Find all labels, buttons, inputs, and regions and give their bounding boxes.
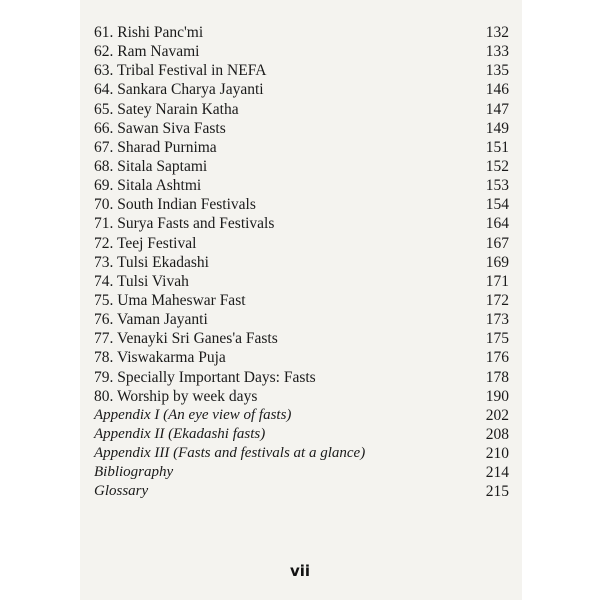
toc-entry-title: Glossary [94,483,149,500]
toc-entry-title: 68. Sitala Saptami [94,157,208,175]
toc-entry-title: Bibliography [94,464,174,481]
toc-entry [94,348,509,367]
toc-entry-page: 151 [485,138,509,156]
toc-entry [94,329,509,348]
toc-bibliography-entry [94,463,509,482]
toc-appendix-entry [94,425,509,444]
table-of-contents [94,23,509,502]
toc-entry-title: 80. Worship by week days [94,387,258,405]
toc-entry-title: 70. South Indian Festivals [94,196,256,214]
toc-entry-title: 67. Sharad Purnima [94,138,217,156]
toc-entry-page: 215 [485,483,509,501]
toc-entry-page: 167 [485,234,509,252]
toc-entry-page: 149 [485,119,509,137]
toc-entry-title: 71. Surya Fasts and Festivals [94,215,275,233]
toc-entry-page: 190 [485,387,509,405]
toc-entry-page: 210 [485,445,509,463]
toc-entry-page: 135 [485,62,509,80]
toc-entry-page: 133 [485,43,509,61]
toc-entry [94,100,509,119]
toc-entry-page: 171 [485,272,509,290]
toc-glossary-entry [94,482,509,501]
toc-entry-page: 153 [485,177,509,195]
toc-entry-title: 64. Sankara Charya Jayanti [94,81,264,99]
toc-entry [94,368,509,387]
toc-entry-title: 73. Tulsi Ekadashi [94,253,209,271]
toc-entry [94,272,509,291]
toc-entry-page: 169 [485,253,509,271]
toc-entry-page: 214 [485,464,509,482]
toc-entry [94,176,509,195]
toc-entry-page: 173 [485,311,509,329]
toc-entry-title: 79. Specially Important Days: Fasts [94,368,316,386]
toc-entry-page: 172 [485,291,509,309]
toc-entry-title: 66. Sawan Siva Fasts [94,119,226,137]
page-number: vii [289,562,311,580]
toc-entry [94,195,509,214]
toc-entry-title: 78. Viswakarma Puja [94,349,226,367]
toc-entry [94,80,509,99]
toc-entry-title: Appendix II (Ekadashi fasts) [94,425,266,442]
toc-entry [94,42,509,61]
toc-entry [94,253,509,272]
toc-entry-page: 178 [485,368,509,386]
toc-entry [94,138,509,157]
toc-entry-page: 154 [485,196,509,214]
toc-entry-page: 152 [485,157,509,175]
toc-entry [94,234,509,253]
toc-entry [94,119,509,138]
toc-entry-page: 164 [485,215,509,233]
toc-entry-title: 63. Tribal Festival in NEFA [94,62,267,80]
toc-entry-page: 208 [485,425,509,443]
toc-entry-title: 72. Teej Festival [94,234,197,252]
toc-entry-page: 146 [485,81,509,99]
toc-entry-page: 175 [485,330,509,348]
toc-appendix-entry [94,406,509,425]
toc-entry [94,387,509,406]
toc-entry [94,291,509,310]
toc-entry-title: 76. Vaman Jayanti [94,311,208,329]
toc-entry [94,157,509,176]
toc-entry-title: 62. Ram Navami [94,43,200,61]
toc-entry-title: 69. Sitala Ashtmi [94,177,202,195]
toc-entry-page: 147 [485,100,509,118]
toc-entry-title: 65. Satey Narain Katha [94,100,239,118]
toc-entry-title: 77. Venayki Sri Ganes'a Fasts [94,330,278,348]
toc-entry-title: 74. Tulsi Vivah [94,272,189,290]
toc-appendix-entry [94,444,509,463]
toc-entry-page: 132 [485,24,509,41]
toc-entry-page: 176 [485,349,509,367]
toc-entry-title: Appendix I (An eye view of fasts) [94,406,292,423]
toc-entry [94,214,509,233]
toc-entry-title: 75. Uma Maheswar Fast [94,291,246,309]
toc-entry [94,310,509,329]
toc-entry-title: Appendix III (Fasts and festivals at a glance) [94,445,366,462]
toc-entry [94,23,509,42]
toc-entry [94,61,509,80]
toc-entry-title: 61. Rishi Panc'mi [94,24,204,41]
toc-entry-page: 202 [485,406,509,424]
